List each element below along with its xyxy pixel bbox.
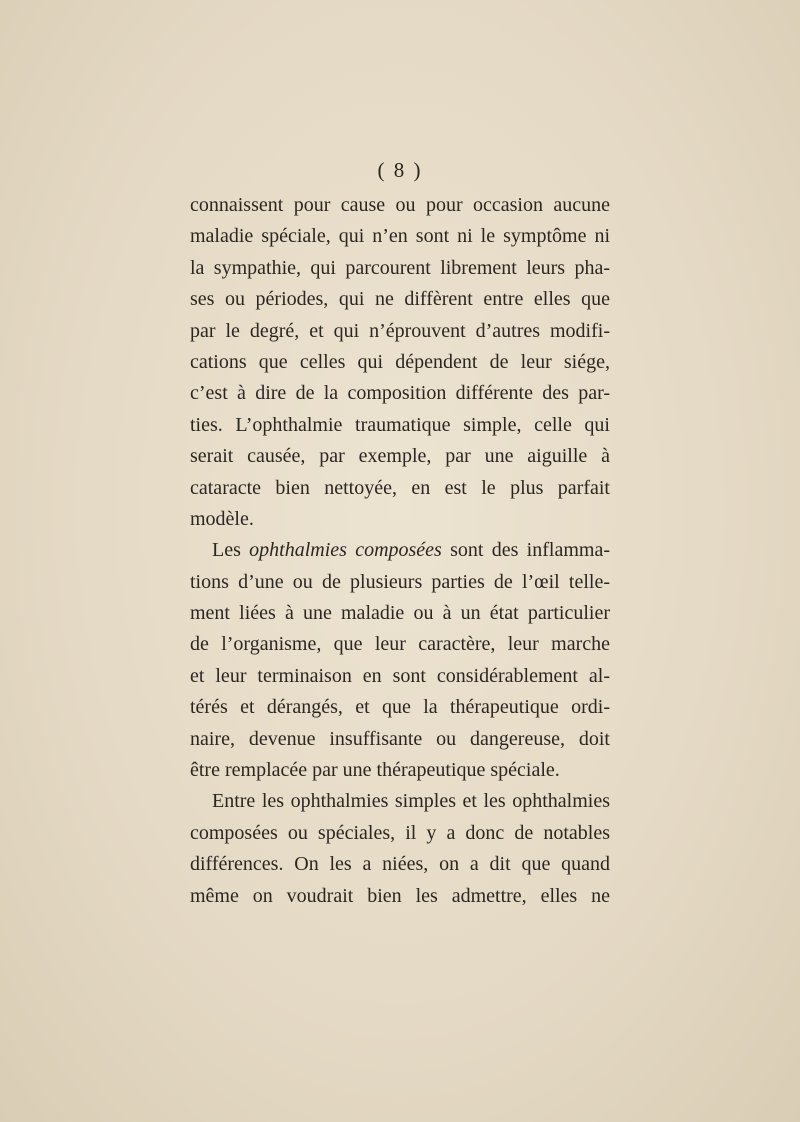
text-line: c’est à dire de la composition différente des par-	[190, 382, 610, 405]
text-line: composées ou spéciales, il y a donc de notables	[190, 821, 610, 844]
text-fragment: sont des inflamma-	[441, 539, 610, 562]
body-text	[190, 190, 610, 912]
text-line: ties. L’ophthalmie traumatique simple, celle qui	[190, 413, 610, 436]
text-line: Entre les ophthalmies simples et les ophthalmies	[212, 790, 610, 813]
page-number: ( 8 )	[377, 158, 423, 182]
text-line: connaissent pour cause ou pour occasion aucune	[190, 194, 610, 216]
text-line: même on voudrait bien les admettre, elles ne	[190, 884, 610, 907]
text-line: la sympathie, qui parcourent librement leurs pha-	[190, 256, 610, 279]
text-line: par le degré, et qui n’éprouvent d’autres modifi-	[190, 319, 610, 342]
text-line: cataracte bien nettoyée, en est le plus parfait	[190, 476, 610, 499]
text-fragment: Les	[212, 539, 250, 562]
italic-term: ophthalmies composées	[249, 539, 442, 562]
text-line: ses ou périodes, qui ne diffèrent entre elles que	[190, 288, 610, 311]
text-line: maladie spéciale, qui n’en sont ni le symptôme ni	[190, 225, 610, 248]
text-line: cations que celles qui dépendent de leur siége,	[190, 350, 610, 373]
text-line: différences. On les a niées, on a dit que quand	[190, 853, 610, 876]
text-line: ment liées à une maladie ou à un état particulier	[190, 602, 610, 625]
text-line: de l’organisme, que leur caractère, leur marche	[190, 633, 610, 656]
text-line: naire, devenue insuffisante ou dangereuse, doit	[190, 727, 610, 750]
text-line: serait causée, par exemple, par une aiguille à	[190, 445, 610, 468]
text-line: être remplacée par une thérapeutique spéciale.	[190, 759, 560, 782]
text-line: térés et dérangés, et que la thérapeutique ordi-	[190, 696, 610, 719]
text-line: et leur terminaison en sont considérablement al-	[190, 664, 610, 687]
text-line: modèle.	[190, 507, 254, 530]
paragraph-first-line	[190, 535, 610, 566]
text-line: tions d’une ou de plusieurs parties de l’œil telle-	[190, 570, 610, 593]
